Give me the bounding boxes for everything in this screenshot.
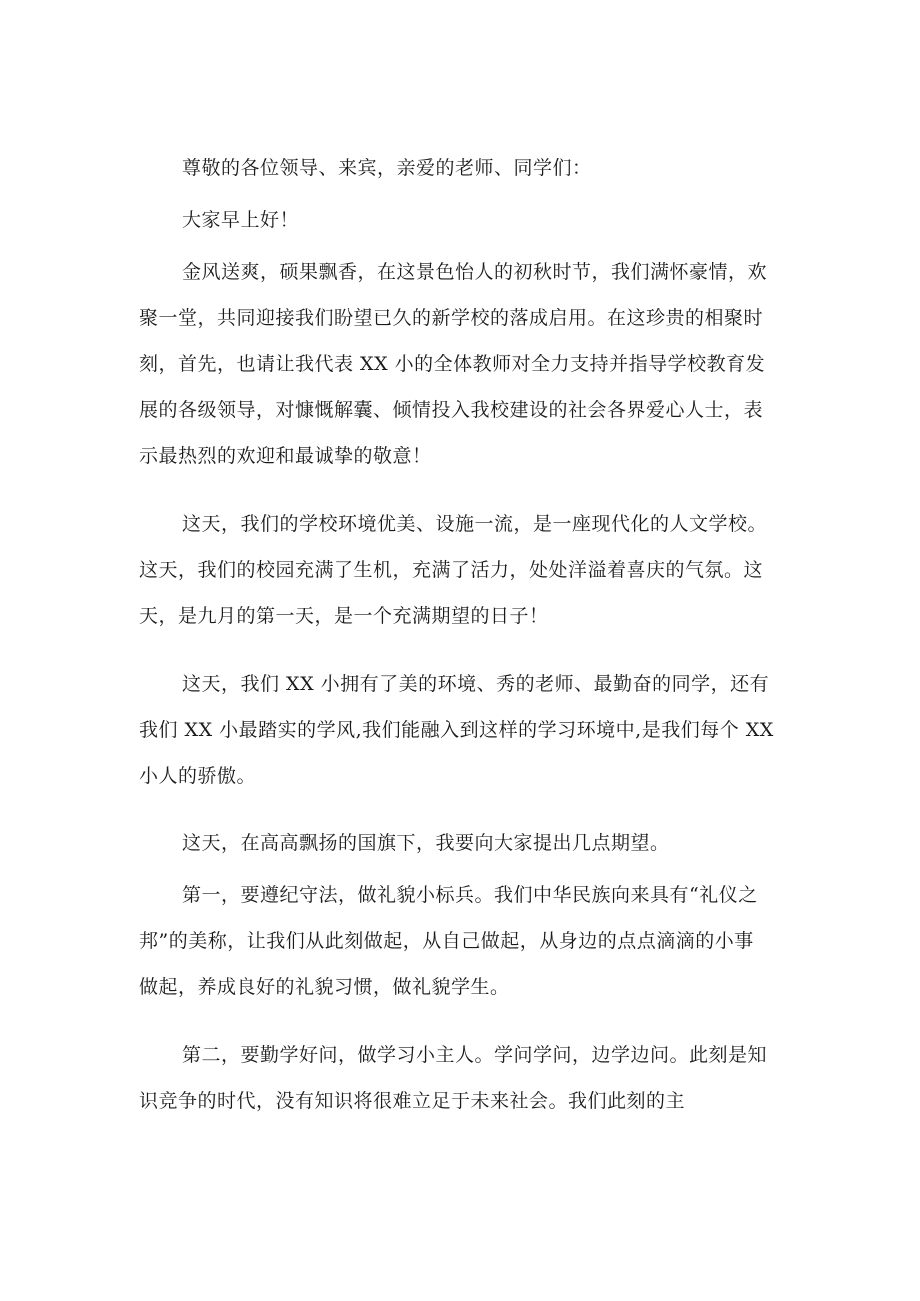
paragraph-1-line-3: 刻，首先，也请让我代表 XX 小的全体教师对全力支持并指导学校教育发: [139, 353, 766, 375]
paragraph-3-line-3: 小人的骄傲。: [139, 765, 257, 787]
salutation: 尊敬的各位领导、来宾，亲爱的老师、同学们：: [182, 157, 592, 179]
paragraph-5-line-3: 做起，养成良好的礼貌习惯，做礼貌学生。: [139, 976, 510, 998]
paragraph-2-line-3: 天，是九月的第一天，是一个充满期望的日子！: [139, 605, 549, 627]
paragraph-3-line-1: 这天，我们 XX 小拥有了美的环境、秀的老师、最勤奋的同学，还有: [182, 673, 770, 695]
greeting: 大家早上好！: [182, 209, 300, 231]
paragraph-5-line-2: 邦”的美称，让我们从此刻做起，从自己做起，从身边的点点滴滴的小事: [139, 930, 754, 952]
paragraph-1-line-1: 金风送爽，硕果飘香，在这景色怡人的初秋时节，我们满怀豪情，欢: [182, 261, 768, 283]
paragraph-6-line-2: 识竞争的时代，没有知识将很难立足于未来社会。我们此刻的主: [139, 1090, 686, 1112]
paragraph-1-line-5: 示最热烈的欢迎和最诚挚的敬意！: [139, 445, 432, 467]
paragraph-6-line-1: 第二，要勤学好问，做学习小主人。学问学问，边学边问。此刻是知: [182, 1044, 768, 1066]
paragraph-3-line-2: 我们 XX 小最踏实的学风,我们能融入到这样的学习环境中,是我们每个 XX: [139, 719, 774, 741]
paragraph-2-line-2: 这天，我们的校园充满了生机，充满了活力，处处洋溢着喜庆的气氛。这: [139, 559, 764, 581]
paragraph-1-line-2: 聚一堂，共同迎接我们盼望已久的新学校的落成启用。在这珍贵的相聚时: [139, 307, 764, 329]
paragraph-4-line-1: 这天，在高高飘扬的国旗下，我要向大家提出几点期望。: [182, 832, 670, 854]
paragraph-5-line-1: 第一，要遵纪守法，做礼貌小标兵。我们中华民族向来具有“礼仪之: [182, 884, 758, 906]
paragraph-2-line-1: 这天，我们的学校环境优美、设施一流，是一座现代化的人文学校。: [182, 513, 768, 535]
paragraph-1-line-4: 展的各级领导，对慷慨解囊、倾情投入我校建设的社会各界爱心人士，表: [139, 399, 764, 421]
